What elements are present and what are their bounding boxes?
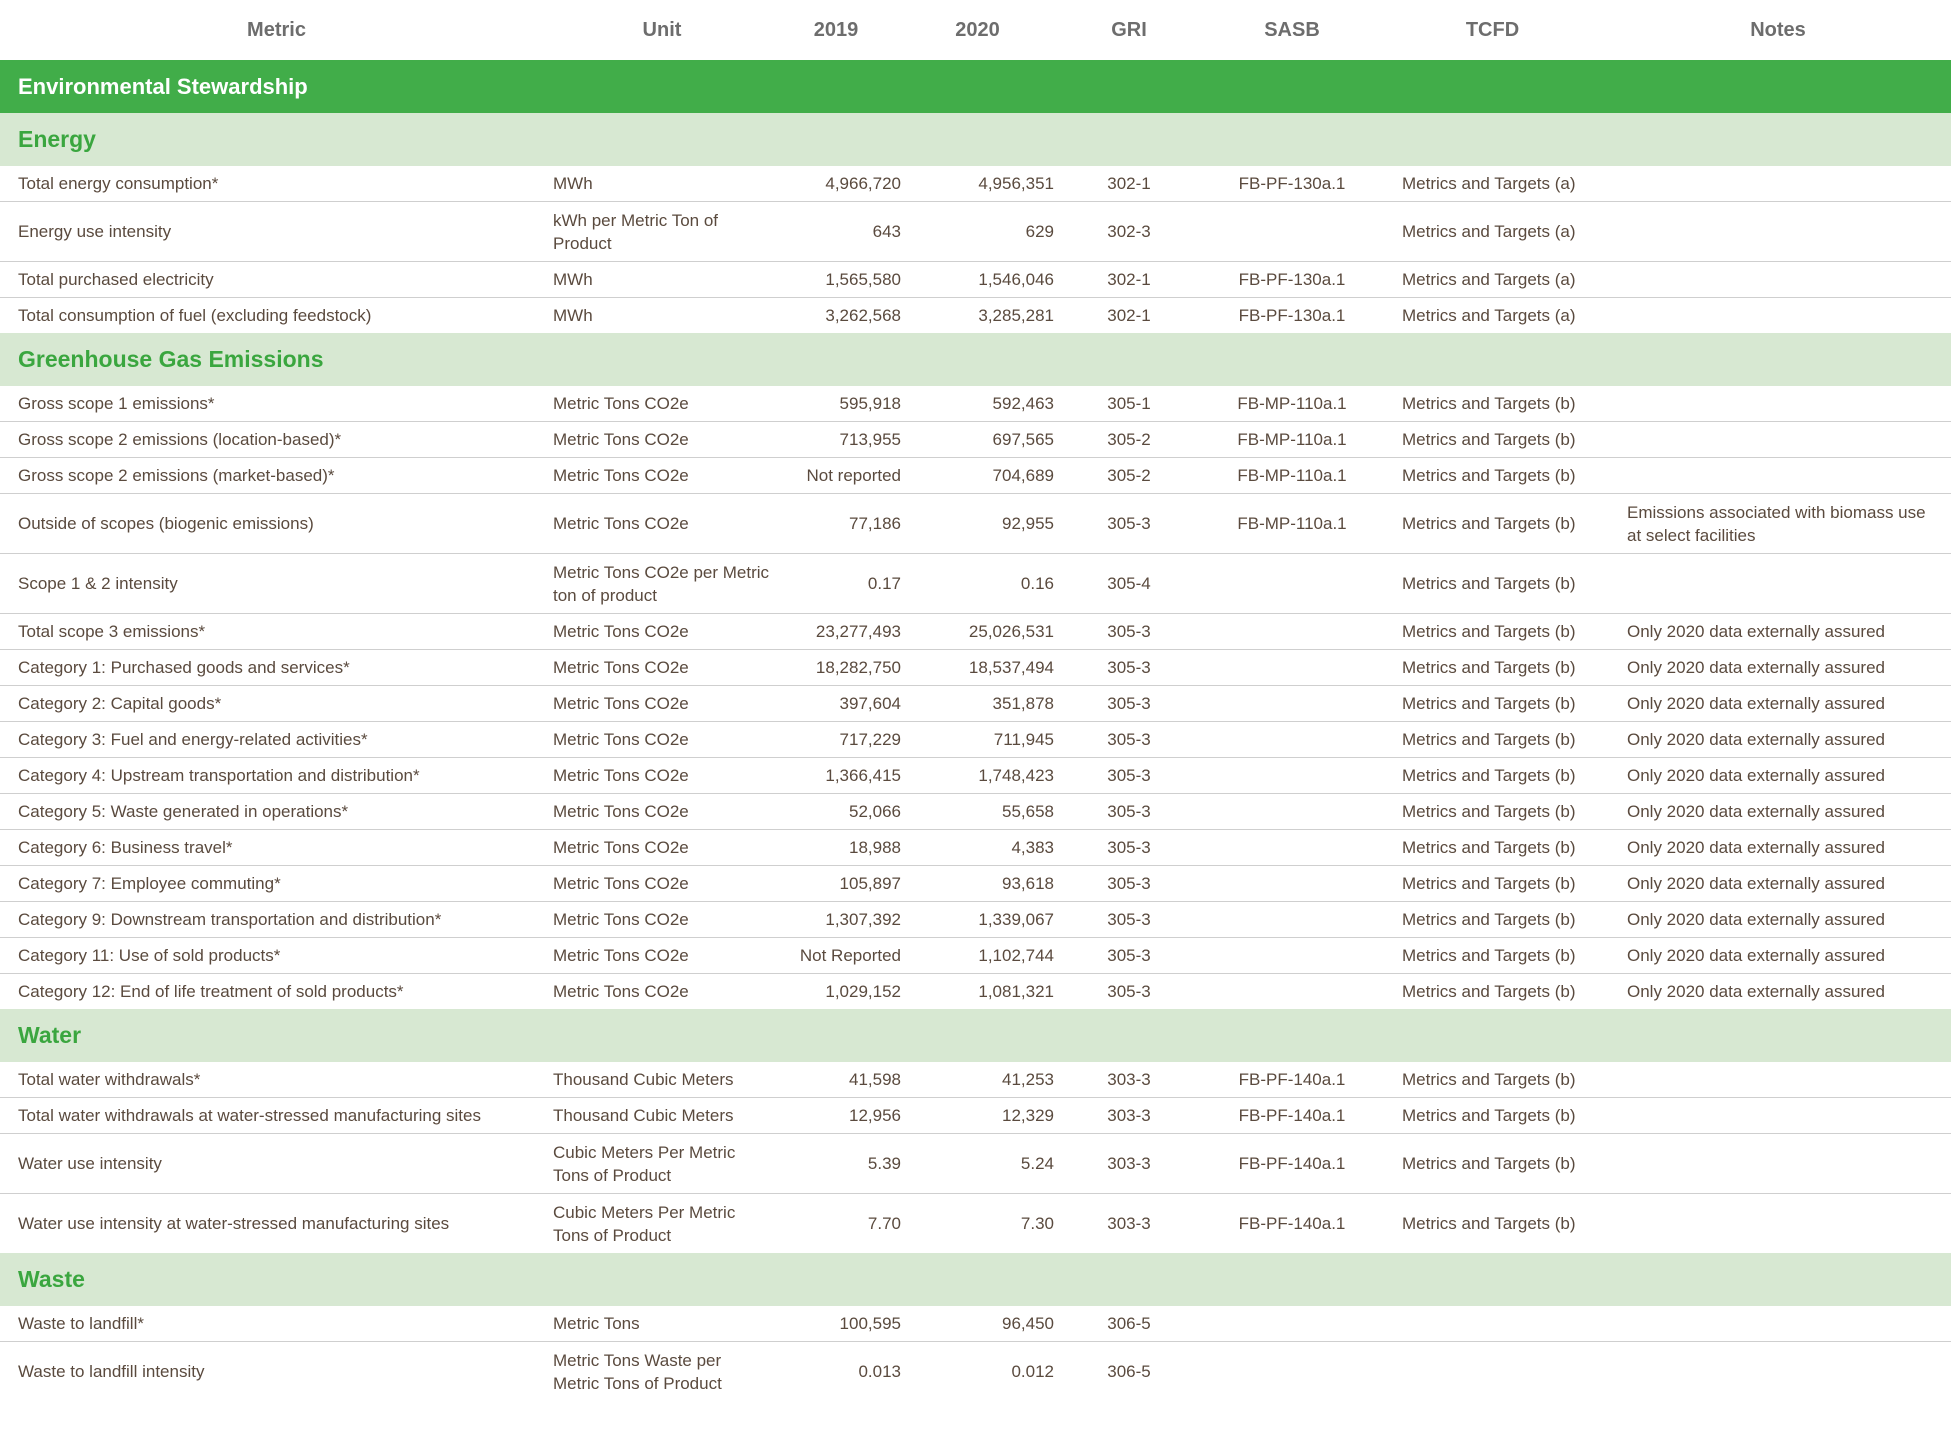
- cell-2020: 711,945: [901, 722, 1054, 758]
- cell-2019: 23,277,493: [771, 614, 901, 650]
- cell-sasb: FB-PF-140a.1: [1204, 1098, 1380, 1134]
- cell-2019: Not reported: [771, 458, 901, 494]
- cell-metric: Outside of scopes (biogenic emissions): [0, 494, 553, 554]
- cell-gri: 302-1: [1054, 166, 1204, 202]
- cell-2019: 595,918: [771, 386, 901, 422]
- cell-sasb: FB-PF-130a.1: [1204, 166, 1380, 202]
- header-tcfd: TCFD: [1465, 18, 1520, 41]
- cell-notes: [1605, 298, 1951, 334]
- table-row: [0, 794, 1951, 830]
- cell-2020: 3,285,281: [978, 306, 1054, 325]
- cell-2019: 18,282,750: [771, 650, 901, 686]
- header-2019: 2019: [813, 18, 859, 41]
- cell-2019: 643: [771, 202, 901, 262]
- cell-2020: 351,878: [901, 686, 1054, 722]
- cell-sasb: FB-MP-110a.1: [1204, 494, 1380, 554]
- cell-notes: Only 2020 data externally assured: [1627, 982, 1885, 1001]
- cell-metric: Category 9: Downstream transportation and distribution*: [0, 902, 553, 938]
- cell-2020: 4,383: [901, 830, 1054, 866]
- cell-unit: Metric Tons CO2e: [553, 830, 771, 866]
- cell-2019: 0.013: [858, 1362, 901, 1381]
- cell-notes: Only 2020 data externally assured: [1605, 938, 1951, 974]
- cell-metric: Category 12: End of life treatment of sold products*: [18, 982, 404, 1001]
- cell-unit: Metric Tons CO2e: [553, 422, 771, 458]
- cell-unit: Metric Tons CO2e per Metric ton of product: [553, 554, 771, 614]
- cell-metric: Scope 1 & 2 intensity: [0, 554, 553, 614]
- cell-2020: 41,253: [901, 1062, 1054, 1098]
- cell-metric: Total scope 3 emissions*: [0, 614, 553, 650]
- cell-2019: 713,955: [771, 422, 901, 458]
- cell-metric: Category 4: Upstream transportation and distribution*: [0, 758, 553, 794]
- cell-notes: [1605, 386, 1951, 422]
- cell-gri: 306-5: [1107, 1362, 1151, 1381]
- cell-tcfd: Metrics and Targets (a): [1380, 262, 1605, 298]
- cell-unit: Thousand Cubic Meters: [553, 1062, 771, 1098]
- cell-tcfd: Metrics and Targets (b): [1380, 614, 1605, 650]
- cell-2019: 1,029,152: [825, 982, 901, 1001]
- table-row: [0, 974, 1951, 1010]
- cell-metric: Waste to landfill*: [0, 1306, 553, 1342]
- cell-gri: 303-3: [1107, 1214, 1151, 1233]
- cell-tcfd: Metrics and Targets (a): [1380, 202, 1605, 262]
- cell-tcfd: Metrics and Targets (b): [1380, 758, 1605, 794]
- table-row: [0, 830, 1951, 866]
- cell-metric: Category 7: Employee commuting*: [0, 866, 553, 902]
- cell-2020: 1,339,067: [901, 902, 1054, 938]
- cell-notes: Only 2020 data externally assured: [1605, 830, 1951, 866]
- table-row: [0, 938, 1951, 974]
- section-banner: [0, 60, 1951, 113]
- table-row: [0, 686, 1951, 722]
- cell-2019: 717,229: [771, 722, 901, 758]
- cell-2020: 1,081,321: [978, 982, 1054, 1001]
- cell-2020: 697,565: [901, 422, 1054, 458]
- cell-unit: Metric Tons CO2e: [553, 686, 771, 722]
- cell-sasb: FB-PF-140a.1: [1204, 1134, 1380, 1194]
- table-row: [0, 298, 1951, 334]
- table-row: [0, 458, 1951, 494]
- cell-gri: 305-2: [1054, 422, 1204, 458]
- cell-unit: Metric Tons CO2e: [553, 458, 771, 494]
- table-row: [0, 1342, 1951, 1402]
- cell-tcfd: [1380, 1306, 1605, 1342]
- cell-metric: Energy use intensity: [0, 202, 553, 262]
- cell-unit: kWh per Metric Ton of Product: [553, 202, 771, 262]
- cell-2020: 18,537,494: [901, 650, 1054, 686]
- cell-sasb: [1204, 902, 1380, 938]
- cell-metric: Total water withdrawals at water-stressed manufacturing sites: [0, 1098, 553, 1134]
- cell-tcfd: Metrics and Targets (b): [1380, 686, 1605, 722]
- cell-gri: 305-4: [1054, 554, 1204, 614]
- cell-2020: 1,102,744: [901, 938, 1054, 974]
- cell-metric: Gross scope 2 emissions (location-based)*: [0, 422, 553, 458]
- cell-2019: 4,966,720: [771, 166, 901, 202]
- cell-2019: 52,066: [771, 794, 901, 830]
- cell-unit: Metric Tons CO2e: [553, 494, 771, 554]
- cell-sasb: [1204, 1342, 1380, 1402]
- cell-2020: 1,748,423: [901, 758, 1054, 794]
- cell-metric: Water use intensity at water-stressed manufacturing sites: [18, 1214, 450, 1233]
- cell-gri: 305-3: [1054, 686, 1204, 722]
- cell-unit: MWh: [553, 166, 771, 202]
- cell-tcfd: Metrics and Targets (b): [1402, 1214, 1576, 1233]
- cell-2020: 4,956,351: [901, 166, 1054, 202]
- cell-sasb: [1204, 686, 1380, 722]
- table-row: [0, 614, 1951, 650]
- table-row: [0, 1194, 1951, 1254]
- cell-gri: 305-3: [1054, 866, 1204, 902]
- table-row: [0, 1134, 1951, 1194]
- cell-gri: 303-3: [1054, 1098, 1204, 1134]
- cell-notes: [1605, 262, 1951, 298]
- cell-tcfd: Metrics and Targets (b): [1380, 938, 1605, 974]
- cell-gri: 305-3: [1054, 938, 1204, 974]
- cell-2020: 12,329: [901, 1098, 1054, 1134]
- cell-gri: 302-1: [1107, 306, 1151, 325]
- table-row: [0, 1062, 1951, 1098]
- cell-notes: [1605, 166, 1951, 202]
- header-2020: 2020: [955, 18, 1000, 41]
- cell-notes: [1605, 1098, 1951, 1134]
- cell-unit: Cubic Meters Per Metric Tons of Product: [553, 1134, 771, 1194]
- cell-metric: Total water withdrawals*: [0, 1062, 553, 1098]
- cell-sasb: [1204, 202, 1380, 262]
- cell-2019: 18,988: [771, 830, 901, 866]
- cell-sasb: [1204, 866, 1380, 902]
- cell-gri: 305-3: [1054, 722, 1204, 758]
- cell-notes: Only 2020 data externally assured: [1605, 614, 1951, 650]
- cell-tcfd: Metrics and Targets (b): [1380, 1098, 1605, 1134]
- table-row: [0, 758, 1951, 794]
- cell-tcfd: Metrics and Targets (b): [1380, 386, 1605, 422]
- cell-tcfd: Metrics and Targets (b): [1380, 830, 1605, 866]
- cell-notes: [1605, 422, 1951, 458]
- table-body: [0, 60, 1951, 1401]
- cell-2020: 7.30: [1020, 1214, 1054, 1233]
- cell-2020: 704,689: [901, 458, 1054, 494]
- cell-sasb: [1204, 938, 1380, 974]
- cell-unit: MWh: [553, 262, 771, 298]
- cell-metric: Category 3: Fuel and energy-related activities*: [0, 722, 553, 758]
- group-title: Energy: [0, 113, 1951, 166]
- section-title: Environmental Stewardship: [0, 60, 1951, 113]
- cell-tcfd: Metrics and Targets (b): [1380, 494, 1605, 554]
- table-row: [0, 166, 1951, 202]
- cell-metric: Category 1: Purchased goods and services*: [0, 650, 553, 686]
- cell-sasb: FB-PF-130a.1: [1204, 262, 1380, 298]
- cell-metric: Gross scope 1 emissions*: [0, 386, 553, 422]
- group-header: [0, 333, 1951, 386]
- table-row: [0, 1306, 1951, 1342]
- cell-gri: 305-3: [1054, 494, 1204, 554]
- cell-tcfd: [1380, 1342, 1605, 1402]
- cell-gri: 305-3: [1054, 902, 1204, 938]
- table-row: [0, 650, 1951, 686]
- cell-tcfd: Metrics and Targets (a): [1402, 306, 1576, 325]
- cell-tcfd: Metrics and Targets (b): [1380, 866, 1605, 902]
- cell-2019: 105,897: [771, 866, 901, 902]
- cell-2019: 0.17: [771, 554, 901, 614]
- table-row: [0, 902, 1951, 938]
- cell-unit: Metric Tons CO2e: [553, 982, 689, 1001]
- cell-2019: 41,598: [771, 1062, 901, 1098]
- cell-2019: 397,604: [771, 686, 901, 722]
- table-row: [0, 866, 1951, 902]
- cell-notes: Only 2020 data externally assured: [1605, 866, 1951, 902]
- cell-2019: 3,262,568: [825, 306, 901, 325]
- cell-notes: [1605, 1062, 1951, 1098]
- table-header: [0, 0, 1951, 60]
- cell-gri: 306-5: [1054, 1306, 1204, 1342]
- cell-2019: 1,565,580: [771, 262, 901, 298]
- cell-gri: 302-3: [1054, 202, 1204, 262]
- cell-unit: Metric Tons CO2e: [553, 902, 771, 938]
- cell-2020: 1,546,046: [901, 262, 1054, 298]
- cell-metric: Category 11: Use of sold products*: [0, 938, 553, 974]
- cell-notes: [1605, 1134, 1951, 1194]
- cell-tcfd: Metrics and Targets (b): [1380, 1062, 1605, 1098]
- cell-notes: [1605, 554, 1951, 614]
- cell-tcfd: Metrics and Targets (b): [1380, 1134, 1605, 1194]
- table-row: [0, 722, 1951, 758]
- cell-notes: Only 2020 data externally assured: [1605, 794, 1951, 830]
- cell-sasb: FB-MP-110a.1: [1204, 458, 1380, 494]
- cell-sasb: [1204, 830, 1380, 866]
- cell-notes: Only 2020 data externally assured: [1605, 650, 1951, 686]
- cell-sasb: [1204, 722, 1380, 758]
- cell-metric: Water use intensity: [0, 1134, 553, 1194]
- cell-metric: Total purchased electricity: [0, 262, 553, 298]
- cell-tcfd: Metrics and Targets (b): [1380, 722, 1605, 758]
- group-title: Greenhouse Gas Emissions: [0, 333, 1951, 386]
- cell-2019: 7.70: [867, 1214, 901, 1233]
- cell-sasb: [1204, 974, 1380, 1010]
- cell-2019: 100,595: [771, 1306, 901, 1342]
- cell-sasb: [1204, 758, 1380, 794]
- cell-sasb: FB-MP-110a.1: [1204, 422, 1380, 458]
- group-header: [0, 113, 1951, 166]
- cell-gri: 305-3: [1054, 758, 1204, 794]
- cell-metric: Waste to landfill intensity: [18, 1362, 205, 1381]
- cell-notes: Only 2020 data externally assured: [1605, 902, 1951, 938]
- table-row: [0, 554, 1951, 614]
- cell-notes: [1605, 458, 1951, 494]
- cell-unit: MWh: [553, 306, 593, 325]
- group-title: Waste: [0, 1253, 1951, 1306]
- cell-unit: Metric Tons CO2e: [553, 614, 771, 650]
- cell-2019: 12,956: [771, 1098, 901, 1134]
- cell-unit: Metric Tons CO2e: [553, 758, 771, 794]
- cell-sasb: [1204, 650, 1380, 686]
- cell-unit: Metric Tons CO2e: [553, 866, 771, 902]
- cell-tcfd: Metrics and Targets (b): [1380, 458, 1605, 494]
- cell-sasb: [1204, 614, 1380, 650]
- cell-metric: Total consumption of fuel (excluding feedstock): [18, 306, 372, 325]
- cell-2020: 629: [901, 202, 1054, 262]
- cell-2020: 25,026,531: [901, 614, 1054, 650]
- cell-gri: 305-3: [1107, 982, 1151, 1001]
- header-metric: Metric: [247, 18, 306, 41]
- cell-gri: 305-2: [1054, 458, 1204, 494]
- cell-notes: Only 2020 data externally assured: [1605, 686, 1951, 722]
- cell-metric: Gross scope 2 emissions (market-based)*: [0, 458, 553, 494]
- header-gri: GRI: [1111, 18, 1147, 41]
- cell-sasb: [1204, 794, 1380, 830]
- cell-sasb: [1204, 554, 1380, 614]
- group-header: [0, 1253, 1951, 1306]
- cell-notes: [1605, 1342, 1951, 1402]
- cell-unit: Metric Tons CO2e: [553, 938, 771, 974]
- cell-2019: 1,307,392: [771, 902, 901, 938]
- cell-unit: Metric Tons CO2e: [553, 386, 771, 422]
- cell-sasb: FB-PF-140a.1: [1238, 1214, 1346, 1233]
- table-row: [0, 386, 1951, 422]
- group-header: [0, 1009, 1951, 1062]
- cell-metric: Category 6: Business travel*: [0, 830, 553, 866]
- cell-metric: Total energy consumption*: [0, 166, 553, 202]
- cell-2020: 5.24: [901, 1134, 1054, 1194]
- cell-tcfd: Metrics and Targets (a): [1380, 166, 1605, 202]
- cell-unit: Cubic Meters Per Metric Tons of Product: [553, 1202, 736, 1245]
- header-notes: Notes: [1750, 18, 1806, 41]
- cell-2020: 93,618: [901, 866, 1054, 902]
- cell-gri: 303-3: [1054, 1134, 1204, 1194]
- cell-gri: 305-3: [1054, 650, 1204, 686]
- cell-gri: 305-3: [1054, 614, 1204, 650]
- cell-sasb: FB-PF-140a.1: [1204, 1062, 1380, 1098]
- cell-unit: Metric Tons CO2e: [553, 650, 771, 686]
- cell-gri: 302-1: [1054, 262, 1204, 298]
- header-sasb: SASB: [1264, 18, 1320, 41]
- cell-notes: [1605, 1194, 1951, 1254]
- cell-metric: Category 2: Capital goods*: [0, 686, 553, 722]
- cell-sasb: FB-MP-110a.1: [1204, 386, 1380, 422]
- cell-notes: [1605, 1306, 1951, 1342]
- cell-tcfd: Metrics and Targets (b): [1380, 554, 1605, 614]
- group-title: Water: [0, 1009, 1951, 1062]
- cell-sasb: FB-PF-130a.1: [1238, 306, 1346, 325]
- cell-unit: Metric Tons: [553, 1306, 771, 1342]
- header-unit: Unit: [642, 18, 682, 41]
- cell-sasb: [1204, 1306, 1380, 1342]
- cell-tcfd: Metrics and Targets (b): [1380, 650, 1605, 686]
- table-row: [0, 202, 1951, 262]
- cell-notes: Emissions associated with biomass use at select facilities: [1605, 494, 1951, 554]
- cell-tcfd: Metrics and Targets (b): [1380, 902, 1605, 938]
- cell-2020: 0.012: [1011, 1362, 1054, 1381]
- table-row: [0, 262, 1951, 298]
- cell-2020: 96,450: [901, 1306, 1054, 1342]
- table-row: [0, 422, 1951, 458]
- cell-unit: Metric Tons CO2e: [553, 794, 771, 830]
- cell-unit: Thousand Cubic Meters: [553, 1098, 771, 1134]
- cell-2020: 592,463: [901, 386, 1054, 422]
- cell-gri: 305-1: [1054, 386, 1204, 422]
- cell-2019: Not Reported: [771, 938, 901, 974]
- cell-unit: Metric Tons Waste per Metric Tons of Product: [553, 1350, 722, 1393]
- cell-gri: 305-3: [1054, 794, 1204, 830]
- table-row: [0, 1098, 1951, 1134]
- cell-notes: Only 2020 data externally assured: [1605, 758, 1951, 794]
- cell-tcfd: Metrics and Targets (b): [1380, 794, 1605, 830]
- cell-2019: 77,186: [771, 494, 901, 554]
- cell-gri: 303-3: [1054, 1062, 1204, 1098]
- table-row: [0, 494, 1951, 554]
- cell-gri: 305-3: [1054, 830, 1204, 866]
- cell-2019: 1,366,415: [771, 758, 901, 794]
- cell-2020: 0.16: [901, 554, 1054, 614]
- cell-unit: Metric Tons CO2e: [553, 722, 771, 758]
- cell-2020: 55,658: [901, 794, 1054, 830]
- cell-notes: [1605, 202, 1951, 262]
- cell-2019: 5.39: [771, 1134, 901, 1194]
- cell-2020: 92,955: [901, 494, 1054, 554]
- cell-metric: Category 5: Waste generated in operations*: [0, 794, 553, 830]
- cell-notes: Only 2020 data externally assured: [1605, 722, 1951, 758]
- cell-tcfd: Metrics and Targets (b): [1380, 422, 1605, 458]
- cell-tcfd: Metrics and Targets (b): [1402, 982, 1576, 1001]
